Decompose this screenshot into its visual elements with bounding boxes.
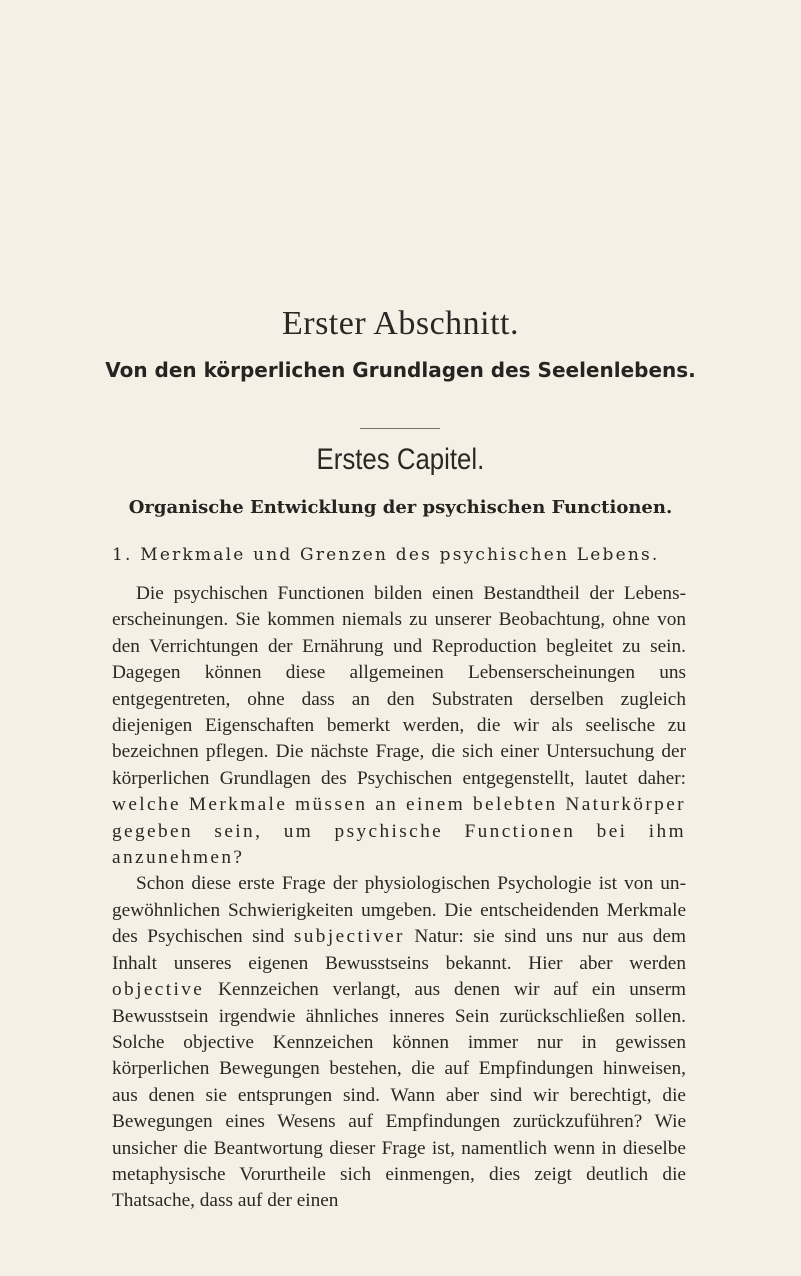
body-text xyxy=(112,581,686,1215)
chapter-subtitle: Organische Entwicklung der psychischen Functionen. xyxy=(128,497,673,518)
part-title: Erster Abschnitt. xyxy=(281,305,520,342)
section-heading: 1. Merkmale und Grenzen des psychischen Lebens. xyxy=(112,545,660,565)
paragraph-2 xyxy=(112,871,686,1214)
paragraph-2-text-a: Schon diese erste Frage der physiologischen Psychologie ist von ungewöhnlichen Schwierigkeiten umgeben. Die entscheidenden Merkmale des Psychischen sind xyxy=(112,873,686,948)
paragraph-2-text-b: Natur: sie sind uns nur aus dem Inhalt unseres eigenen Bewusstseins bekannt. Hier aber werden xyxy=(112,926,686,974)
divider-rule xyxy=(360,428,440,429)
paragraph-2-text-c: Kennzeichen verlangt, aus denen wir auf ein unserm Bewusstsein irgendwie ähnliches inneres Sein zurückschließen sollen. Solche objective Kennzeichen können immer nur in gewissen körperlichen Bewegungen bestehen, die auf Empfindungen hinweisen, aus denen sie entsprungen sind. Wann aber sind wir berechtigt, die Bewegungen eines Wesens auf Empfindungen zurückzuführen? Wie unsicher die Beantwortung dieser Frage ist, namentlich wenn in dieselbe metaphysische Vorurtheile sich einmengen, dies zeigt deutlich die Thatsache, dass auf der einen xyxy=(112,979,686,1212)
paragraph-1-text: Die psychischen Functionen bilden einen Bestandtheil der Lebenserscheinungen. Sie kommen niemals zu unserer Beobachtung, ohne von den Verrichtungen der Ernährung und Reproduction begleitet zu sein. Dagegen können diese allgemeinen Lebenserscheinungen uns entgegentreten, ohne dass an den Substraten derselben zugleich diejenigen Eigenschaften bemerkt werden, die wir als seelische zu bezeichnen pflegen. Die nächste Frage, die sich einer Untersuchung der körperlichen Grundlagen des Psychischen entgegenstellt, lautet daher: xyxy=(112,583,686,789)
emphasis-subjectiver: subjectiver xyxy=(293,926,405,948)
emphasis-objective: objective xyxy=(112,979,205,1001)
key-question: welche Merkmale müssen an einem belebten Naturkörper gegeben sein, um psychische Functionen bei ihm anzunehmen? xyxy=(112,794,686,869)
part-subtitle: Von den körperlichen Grundlagen des Seelenlebens. xyxy=(105,358,696,382)
chapter-title: Erstes Capitel. xyxy=(316,443,485,476)
paragraph-1 xyxy=(112,581,686,871)
